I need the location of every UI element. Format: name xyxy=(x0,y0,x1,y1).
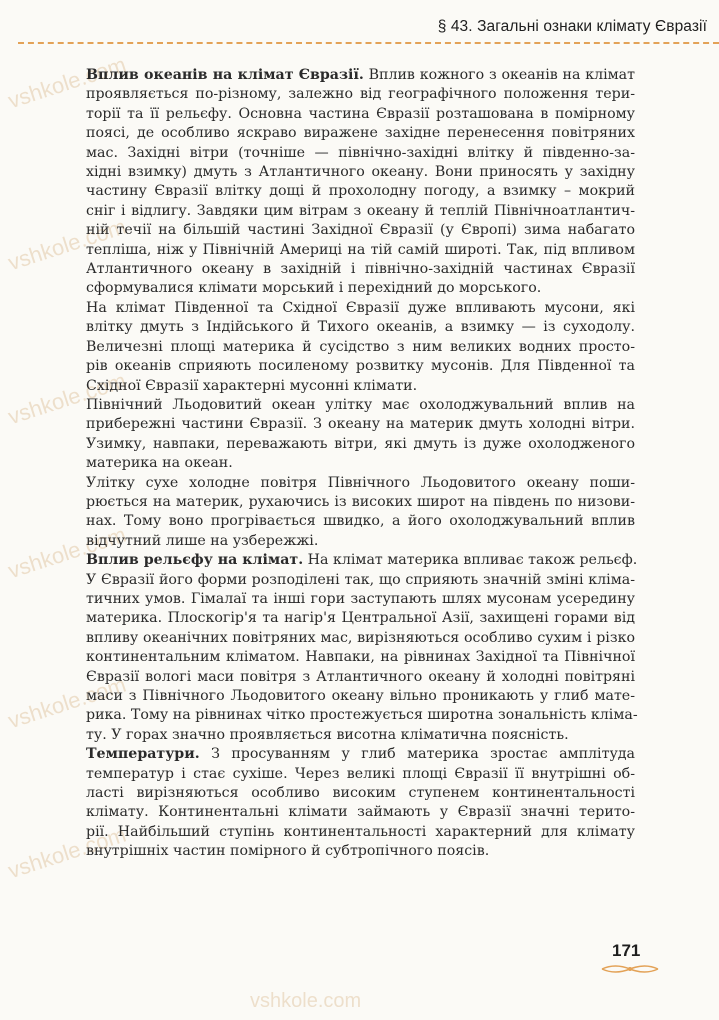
text-line: влітку дмуть з Індійського й Тихого океанів, а взимку — із суходолу. xyxy=(86,319,635,336)
text-line: поясі, де особливо яскраво виражене західне перенесення повітряних xyxy=(86,125,635,142)
paragraph-arctic xyxy=(86,396,635,474)
text-line: проявляється по-різному, залежно від географічного положення тери- xyxy=(86,86,635,103)
watermark: vshkole.com xyxy=(250,990,362,1012)
text-line xyxy=(86,551,638,570)
text-line: У Євразії його форми розподілені так, що сприяють значній зміні кліма- xyxy=(86,571,635,588)
page-header xyxy=(0,0,719,48)
text-line: ній течії на більшій частині Західної Євразії (у Європі) зима набагато xyxy=(86,222,635,239)
text-line: нах. Тому воно прогрівається швидко, а його охолоджувальний вплив xyxy=(86,513,635,530)
text-line: ту. У горах значно проявляється висотна кліматична поясність. xyxy=(86,726,569,743)
text-line: континентальним кліматом. Навпаки, на рівнинах Західної та Північної xyxy=(86,649,635,666)
text-line: На клімат Південної та Східної Євразії дуже впливають мусони, які xyxy=(86,299,635,316)
text-line: маси з Північного Льодовитого океану вільно проникають у глиб мате- xyxy=(86,688,635,704)
paragraph-temperatures xyxy=(86,745,635,861)
text-line: З просуванням у глиб материка зростає амплітуда xyxy=(199,746,635,763)
text-line: впливу океанічних повітряних мас, вирізняються особливо сухим і різко xyxy=(86,629,635,646)
paragraph-monsoons xyxy=(86,299,635,396)
text-line: Улітку сухе холодне повітря Північного Льодовитого океану поши- xyxy=(86,474,635,491)
text-line: сніг і відлигу. Завдяки цим вітрам з океану й теплій Північноатлантич- xyxy=(86,202,635,219)
lead-heading: Вплив рельєфу на клімат. xyxy=(86,552,304,569)
text-line: материка. Плоскогір'я та нагір'я Центральної Азії, захищені горами від xyxy=(86,610,635,627)
text-line: Північний Льодовитий океан улітку має охолоджувальний вплив на xyxy=(86,396,635,413)
paragraph-relief xyxy=(86,551,638,745)
text-line: клімату. Континентальні клімати займають у Євразії значні терито- xyxy=(86,804,635,821)
watermark: vshkole.com xyxy=(4,367,129,430)
text-line: хідні взимку) дмуть з Атлантичного океану. Вони приносять у західну xyxy=(86,164,635,181)
text-line: прибережні частини Євразії. З океану на материк дмуть холодні вітри. xyxy=(86,416,635,433)
text-line: Вплив кожного з океанів на клімат xyxy=(363,67,635,83)
text-line: Євразії вологі маси повітря з Атлантичного океану й холодні повітряні xyxy=(86,668,635,685)
article-body xyxy=(86,66,638,862)
text-line: материка на океан. xyxy=(86,455,233,472)
text-line: відчутний лише на узбережжі. xyxy=(86,532,319,549)
lead-heading: Температури. xyxy=(86,746,200,763)
text-line: ласті вирізняються особливо високим ступенем континентальності xyxy=(86,785,635,802)
lead-heading: Вплив океанів на клімат Євразії. xyxy=(86,67,364,83)
text-line: рів океанів сприяють посиленому розвитку мусонів. Для Південної та xyxy=(86,358,635,375)
paragraph-oceans xyxy=(86,66,635,299)
watermark: vshkole.com xyxy=(4,51,129,114)
text-line: внутрішніх частин помірного й субтропічного поясів. xyxy=(86,843,490,860)
header-divider xyxy=(18,42,719,44)
text-line xyxy=(86,745,635,764)
paragraph-summer-air xyxy=(86,474,635,552)
text-line: Атлантичного океану в західній і північно-західній частинах Євразії xyxy=(86,261,635,278)
text-line: Узимку, навпаки, переважають вітри, які дмуть із дуже охолодженого xyxy=(86,435,635,452)
text-line: частину Євразії влітку дощі й прохолодну погоду, а взимку – мокрий xyxy=(86,183,635,200)
watermark: vshkole.com xyxy=(4,671,129,734)
text-line: На клімат материка впливає також рельєф. xyxy=(303,552,638,569)
watermark: vshkole.com xyxy=(4,521,129,584)
watermark: vshkole.com xyxy=(4,821,129,884)
page-number: 171 xyxy=(612,941,641,960)
section-title: § 43. Загальні ознаки клімату Євразії xyxy=(437,18,707,35)
text-line: сформувалися клімати морський і перехідний до морського. xyxy=(86,280,542,297)
page-ornament-icon xyxy=(600,962,660,976)
text-line xyxy=(86,66,635,85)
text-line: рюється на материк, рухаючись із високих широт на південь по низови- xyxy=(86,493,635,510)
text-line: мас. Західні вітри (точніше — північно-західні влітку й південно-за- xyxy=(86,144,635,161)
text-line: Східної Євразії характерні мусонні клімати. xyxy=(86,377,418,394)
watermark: vshkole.com xyxy=(4,213,129,276)
text-line: торії та її рельєфу. Основна частина Євразії розташована в помірному xyxy=(86,105,635,122)
text-line: тичних умов. Гімалаї та інші гори заступають шлях мусонам усередину xyxy=(86,590,635,607)
text-line: Величезні площі материка й сусідство з ним великих водних просто- xyxy=(86,338,635,355)
text-line: рика. Тому на рівнинах чітко простежується широтна зональність кліма- xyxy=(86,707,638,724)
text-line: тепліша, ніж у Північній Америці на тій самій широті. Так, під впливом xyxy=(86,241,635,258)
text-line: температур і стає сухіше. Через великі площі Євразії її внутрішні об- xyxy=(86,765,635,782)
text-line: рії. Найбільший ступінь континентальності характерний для клімату xyxy=(86,823,635,840)
text-line xyxy=(86,299,635,318)
